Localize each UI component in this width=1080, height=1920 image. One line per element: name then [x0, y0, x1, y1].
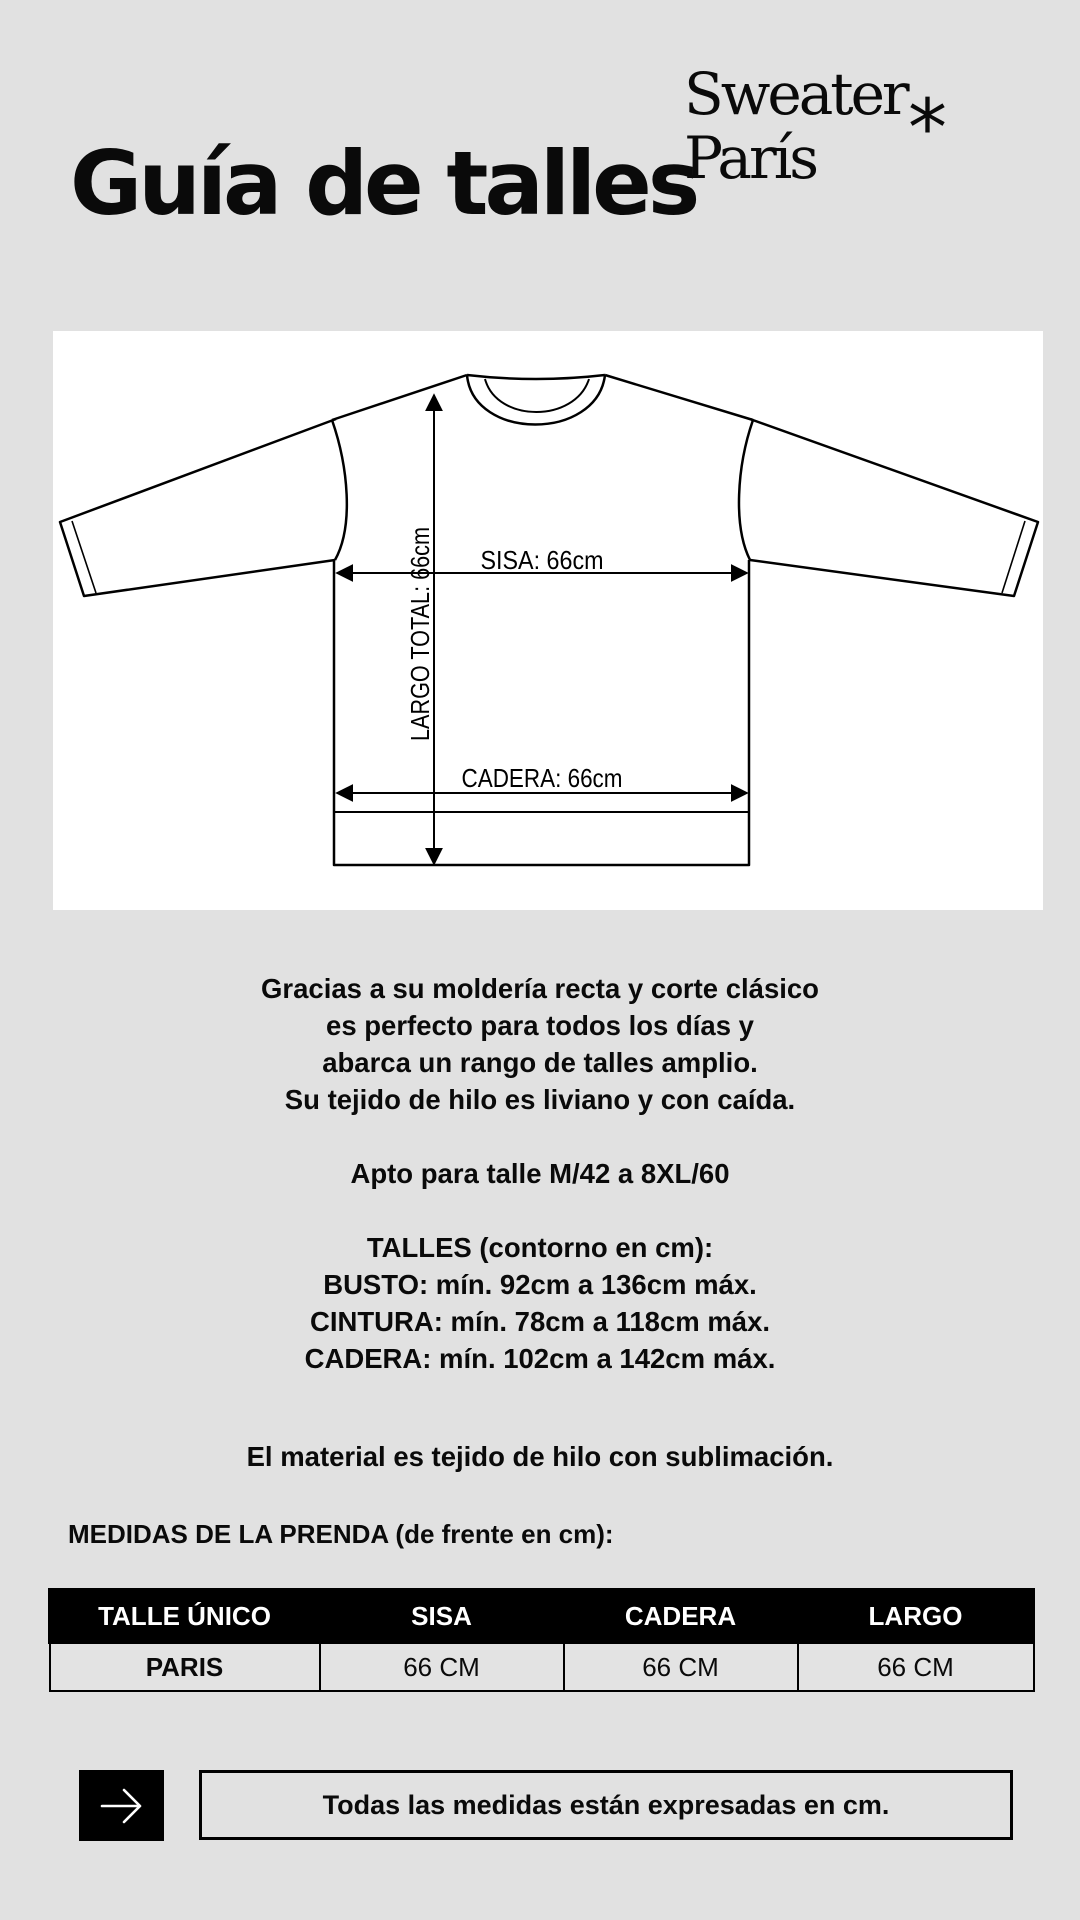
- cell-size-name: PARIS: [50, 1643, 320, 1692]
- measures-title: MEDIDAS DE LA PRENDA (de frente en cm):: [68, 1519, 614, 1549]
- cell-cadera: 66 CM: [564, 1643, 798, 1692]
- units-note-text: Todas las medidas están expresadas en cm.: [322, 1789, 890, 1820]
- measure-arrows: [337, 395, 747, 864]
- description: [0, 970, 1080, 1475]
- largo-label: LARGO TOTAL: 66cm: [405, 483, 435, 741]
- description-line-3: abarca un rango de talles amplio.: [322, 1047, 758, 1078]
- sisa-label: SISA: 66cm: [480, 545, 604, 575]
- header-talle-unico: TALLE ÚNICO: [50, 1590, 320, 1643]
- cadera-range: CADERA: mín. 102cm a 142cm máx.: [304, 1343, 776, 1374]
- measures-table: [48, 1588, 1035, 1692]
- next-button[interactable]: [79, 1770, 164, 1841]
- units-note: [199, 1770, 1013, 1840]
- brand-line-1: Sweater: [684, 60, 907, 128]
- sizes-title: TALLES (contorno en cm):: [366, 1232, 714, 1263]
- asterisk-icon: *: [908, 84, 947, 174]
- header-largo: LARGO: [798, 1590, 1034, 1643]
- header-cadera: CADERA: [564, 1590, 798, 1643]
- brand-logo: [684, 62, 907, 190]
- page-title: Guía de talles: [70, 132, 697, 235]
- cell-largo: 66 CM: [798, 1643, 1034, 1692]
- arrow-right-icon: [100, 1788, 144, 1824]
- cintura-range: CINTURA: mín. 78cm a 118cm máx.: [309, 1306, 771, 1337]
- brand-line-2: París: [684, 124, 817, 192]
- sweater-diagram: [53, 331, 1043, 910]
- description-line-4: Su tejido de hilo es liviano y con caída.: [284, 1084, 796, 1115]
- cadera-label: CADERA: 66cm: [461, 763, 623, 793]
- sweater-illustration: [53, 331, 1043, 910]
- table-header-row: [50, 1590, 1034, 1643]
- description-line-2: es perfecto para todos los días y: [326, 1010, 754, 1041]
- header-sisa: SISA: [320, 1590, 564, 1643]
- material-note: El material es tejido de hilo con sublimación.: [246, 1441, 834, 1472]
- cell-sisa: 66 CM: [320, 1643, 564, 1692]
- description-line-1: Gracias a su moldería recta y corte clásico: [261, 973, 819, 1004]
- fit-range: Apto para talle M/42 a 8XL/60: [350, 1158, 730, 1189]
- table-row: [50, 1643, 1034, 1692]
- busto-range: BUSTO: mín. 92cm a 136cm máx.: [323, 1269, 757, 1300]
